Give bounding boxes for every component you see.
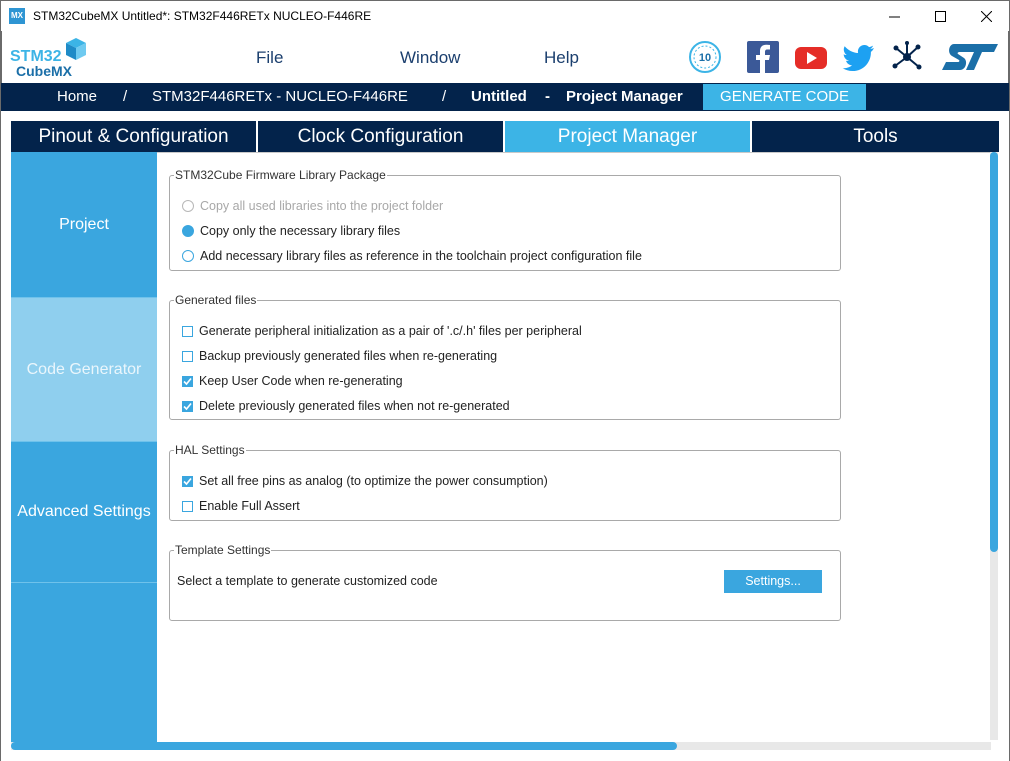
code-generator-panel <box>157 152 990 742</box>
radio-indicator[interactable] <box>182 250 194 262</box>
maximize-button[interactable] <box>917 1 963 31</box>
close-button[interactable] <box>963 1 1009 31</box>
radio-indicator[interactable] <box>182 225 194 237</box>
radio-copy-all-libraries <box>182 199 443 213</box>
template-settings-group <box>169 543 841 621</box>
firmware-library-group <box>169 168 841 271</box>
template-description: Select a template to generate customized code <box>177 574 438 588</box>
menu-window[interactable]: Window <box>400 48 461 67</box>
checkbox-indicator[interactable] <box>182 376 193 387</box>
menu-file[interactable]: File <box>256 48 284 67</box>
horizontal-scrollbar[interactable] <box>11 742 991 750</box>
checkbox-delete-files[interactable] <box>182 399 510 413</box>
network-share-icon[interactable] <box>890 40 924 74</box>
option-label: Set all free pins as analog (to optimize the power consumption) <box>199 474 548 488</box>
window-border-left <box>0 31 1 761</box>
sidebar-item-advanced-settings[interactable]: Advanced Settings <box>11 442 157 583</box>
breadcrumb <box>1 83 1009 111</box>
tab-project-manager[interactable]: Project Manager <box>505 121 752 152</box>
option-label: Add necessary library files as reference in the toolchain project configuration file <box>200 249 642 263</box>
checkmark-icon <box>183 377 192 386</box>
option-label: Generate peripheral initialization as a pair of '.c/.h' files per peripheral <box>199 324 582 338</box>
checkbox-free-pins-analog[interactable] <box>182 474 548 488</box>
checkmark-icon <box>183 402 192 411</box>
breadcrumb-device[interactable]: STM32F446RETx - NUCLEO-F446RE <box>152 88 408 105</box>
breadcrumb-project[interactable]: Untitled <box>471 88 527 105</box>
group-title: HAL Settings <box>175 443 245 457</box>
vertical-scroll-thumb[interactable] <box>990 152 998 552</box>
checkbox-generate-pair-files[interactable] <box>182 324 582 338</box>
st-logo[interactable] <box>940 40 1000 74</box>
menu-help[interactable]: Help <box>544 48 579 67</box>
breadcrumb-dash: - <box>545 88 550 105</box>
radio-copy-necessary-files[interactable] <box>182 224 400 238</box>
option-label: Backup previously generated files when re-generating <box>199 349 498 363</box>
sidebar-item-project[interactable]: Project <box>11 152 157 298</box>
facebook-icon[interactable] <box>746 40 780 74</box>
menu-bar <box>1 31 1009 83</box>
checkbox-indicator[interactable] <box>182 401 193 412</box>
twitter-icon[interactable] <box>842 40 876 74</box>
horizontal-scroll-thumb[interactable] <box>11 742 677 750</box>
tab-pinout-configuration[interactable]: Pinout & Configuration <box>11 121 258 152</box>
radio-add-as-reference[interactable] <box>182 249 642 263</box>
minimize-button[interactable] <box>871 1 917 31</box>
youtube-icon[interactable] <box>794 40 828 74</box>
group-title: Generated files <box>175 293 257 307</box>
breadcrumb-page[interactable]: Project Manager <box>566 88 683 105</box>
checkmark-icon <box>183 477 192 486</box>
close-icon <box>981 11 992 22</box>
sidebar-item-code-generator[interactable]: Code Generator <box>11 298 157 442</box>
logo-line1: STM32 <box>10 48 62 65</box>
vertical-scrollbar[interactable] <box>990 152 998 740</box>
checkbox-full-assert[interactable] <box>182 499 300 513</box>
generate-code-button[interactable]: GENERATE CODE <box>703 84 866 110</box>
breadcrumb-home[interactable]: Home <box>57 88 98 105</box>
checkbox-backup-files[interactable] <box>182 349 497 363</box>
group-title: Template Settings <box>175 543 271 557</box>
maximize-icon <box>935 11 946 22</box>
logo-line2: CubeMX <box>16 63 72 79</box>
checkbox-indicator[interactable] <box>182 326 193 337</box>
side-navigation <box>11 152 157 742</box>
hal-settings-group <box>169 443 841 521</box>
checkbox-indicator[interactable] <box>182 351 193 362</box>
option-label: Delete previously generated files when not re-generated <box>199 399 510 413</box>
badge-number: 10 <box>698 52 712 64</box>
stm32cubemx-logo <box>10 37 90 79</box>
group-title: STM32Cube Firmware Library Package <box>175 168 386 182</box>
app-icon: MX <box>9 8 25 24</box>
breadcrumb-separator: / <box>123 88 128 105</box>
generated-files-group <box>169 293 841 420</box>
main-tabs <box>11 121 999 152</box>
anniversary-badge-icon[interactable] <box>688 40 722 74</box>
checkbox-indicator[interactable] <box>182 501 193 512</box>
radio-indicator <box>182 200 194 212</box>
option-label: Copy all used libraries into the project folder <box>200 199 444 213</box>
option-label: Keep User Code when re-generating <box>199 374 403 388</box>
title-bar <box>0 0 1010 31</box>
checkbox-keep-user-code[interactable] <box>182 374 403 388</box>
minimize-icon <box>889 11 900 22</box>
checkbox-indicator[interactable] <box>182 476 193 487</box>
tab-tools[interactable]: Tools <box>853 126 898 147</box>
tab-clock-configuration[interactable]: Clock Configuration <box>258 121 505 152</box>
option-label: Copy only the necessary library files <box>200 224 401 238</box>
option-label: Enable Full Assert <box>199 499 300 513</box>
breadcrumb-separator: / <box>442 88 447 105</box>
template-settings-button[interactable]: Settings... <box>724 570 822 593</box>
window-title: STM32CubeMX Untitled*: STM32F446RETx NUCLEO-F446RE <box>33 9 372 23</box>
